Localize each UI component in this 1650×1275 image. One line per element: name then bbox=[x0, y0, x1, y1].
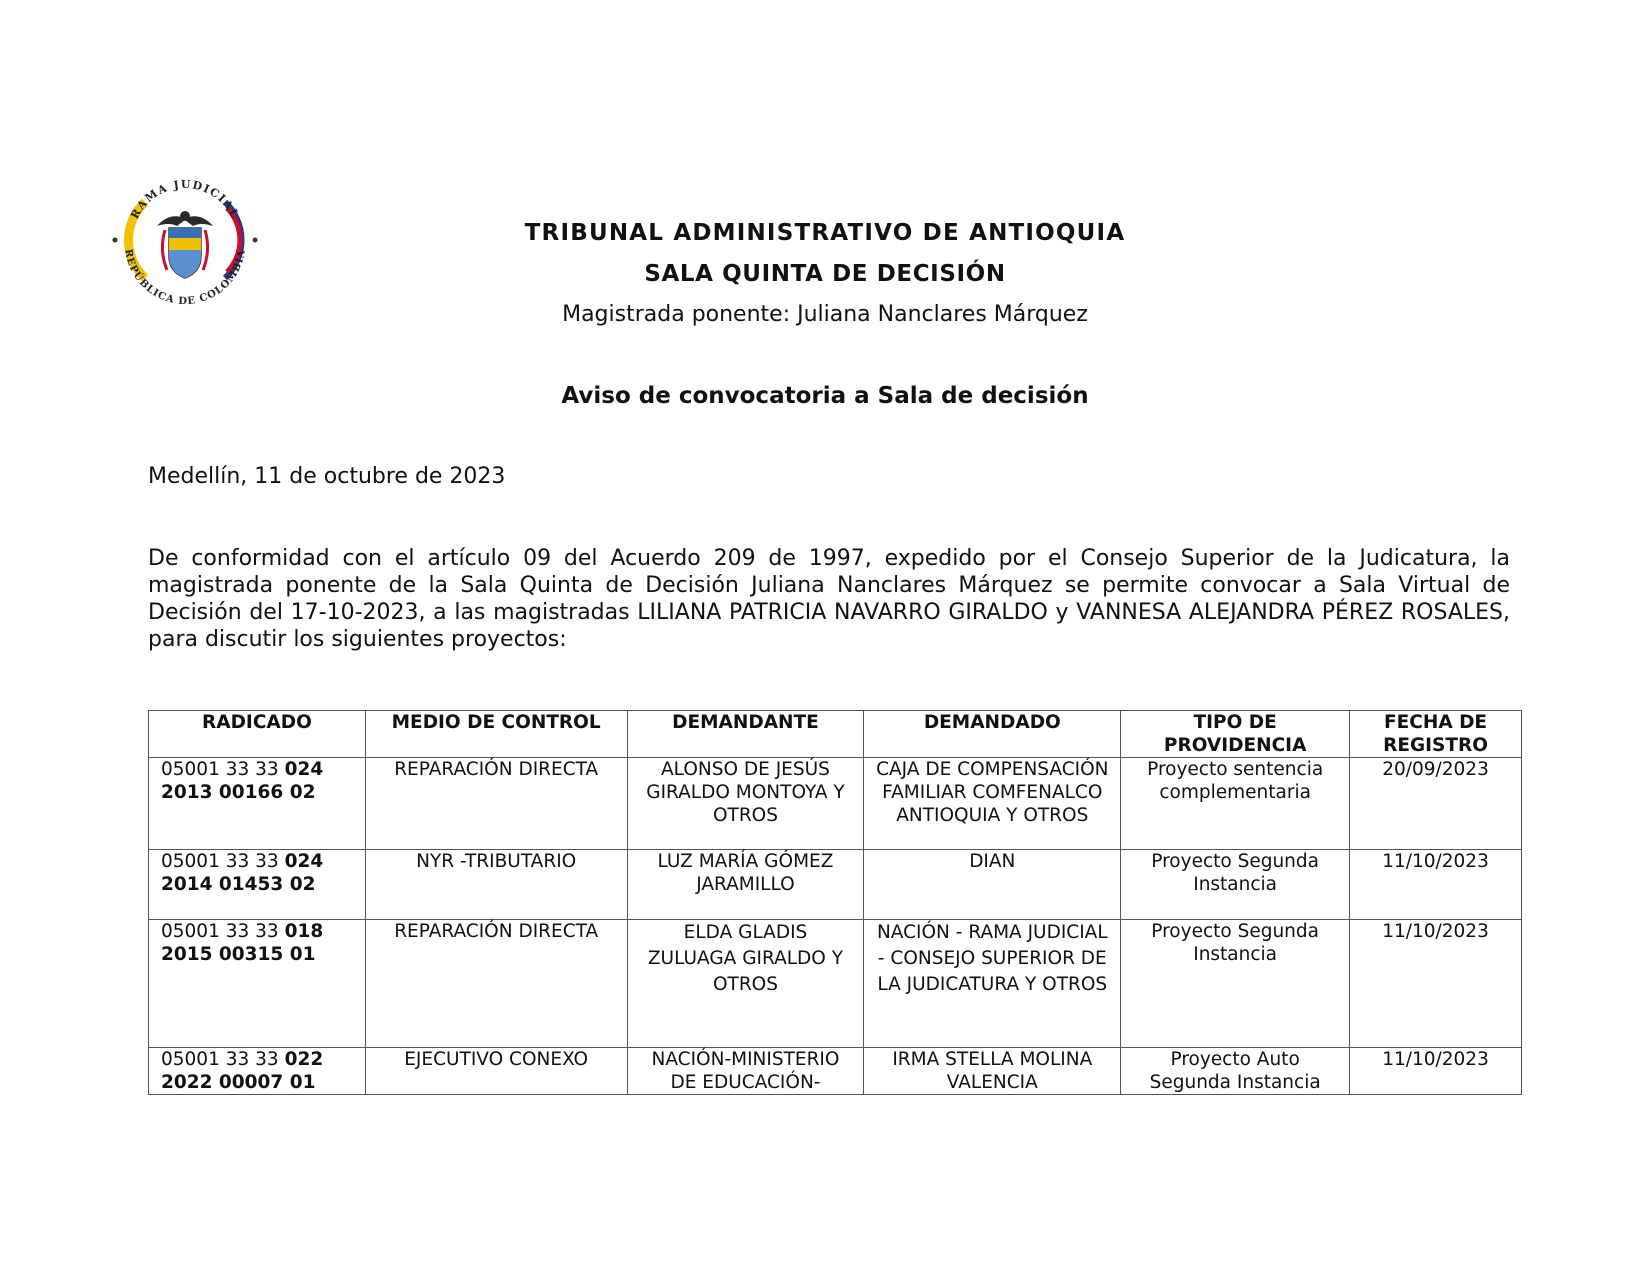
cell-tipo-de-providencia: Proyecto Auto Segunda Instancia bbox=[1121, 1048, 1350, 1095]
cell-medio-de-control: REPARACIÓN DIRECTA bbox=[365, 758, 627, 850]
header-demandante: DEMANDANTE bbox=[627, 711, 864, 758]
court-title: TRIBUNAL ADMINISTRATIVO DE ANTIOQUIA bbox=[524, 220, 1126, 246]
cell-demandado: NACIÓN - RAMA JUDICIAL - CONSEJO SUPERIOR DE LA JUDICATURA Y OTROS bbox=[864, 920, 1121, 1048]
cell-radicado: 05001 33 33 024 2013 00166 02 bbox=[149, 758, 366, 850]
cell-radicado: 05001 33 33 022 2022 00007 01 bbox=[149, 1048, 366, 1095]
svg-text:REPÚBLICA DE COLOMBIA: REPÚBLICA DE COLOMBIA bbox=[122, 248, 248, 308]
header-medio-de-control: MEDIO DE CONTROL bbox=[365, 711, 627, 758]
chamber-title: SALA QUINTA DE DECISIÓN bbox=[644, 261, 1006, 287]
table-row bbox=[149, 920, 1522, 1048]
cell-fecha-de-registro: 20/09/2023 bbox=[1350, 758, 1522, 850]
header-tipo-de-providencia: TIPO DE PROVIDENCIA bbox=[1121, 711, 1350, 758]
cell-demandante: ELDA GLADIS ZULUAGA GIRALDO Y OTROS bbox=[627, 920, 864, 1048]
svg-text:RAMA JUDICIAL: RAMA JUDICIAL bbox=[128, 177, 242, 222]
cell-medio-de-control: REPARACIÓN DIRECTA bbox=[365, 920, 627, 1048]
header-radicado: RADICADO bbox=[149, 711, 366, 758]
header-demandado: DEMANDADO bbox=[864, 711, 1121, 758]
cell-demandado: IRMA STELLA MOLINA VALENCIA bbox=[864, 1048, 1121, 1095]
cell-demandado: CAJA DE COMPENSACIÓN FAMILIAR COMFENALCO ANTIOQUIA Y OTROS bbox=[864, 758, 1121, 850]
cell-demandado: DIAN bbox=[864, 850, 1121, 920]
cell-demandante: LUZ MARÍA GÓMEZ JARAMILLO bbox=[627, 850, 864, 920]
table-header-row bbox=[149, 711, 1522, 758]
cell-fecha-de-registro: 11/10/2023 bbox=[1350, 850, 1522, 920]
cell-fecha-de-registro: 11/10/2023 bbox=[1350, 1048, 1522, 1095]
cell-demandante: NACIÓN-MINISTERIO DE EDUCACIÓN- bbox=[627, 1048, 864, 1095]
notice-title: Aviso de convocatoria a Sala de decisión bbox=[561, 383, 1089, 409]
header-fecha-de-registro: FECHA DE REGISTRO bbox=[1350, 711, 1522, 758]
magistrate-line: Magistrada ponente: Juliana Nanclares Márquez bbox=[562, 302, 1088, 327]
projects-table bbox=[148, 710, 1522, 1095]
cell-medio-de-control: EJECUTIVO CONEXO bbox=[365, 1048, 627, 1095]
table-row bbox=[149, 850, 1522, 920]
cell-radicado: 05001 33 33 018 2015 00315 01 bbox=[149, 920, 366, 1048]
cell-demandante: ALONSO DE JESÚS GIRALDO MONTOYA Y OTROS bbox=[627, 758, 864, 850]
table-row bbox=[149, 758, 1522, 850]
cell-radicado: 05001 33 33 024 2014 01453 02 bbox=[149, 850, 366, 920]
cell-medio-de-control: NYR -TRIBUTARIO bbox=[365, 850, 627, 920]
table-row bbox=[149, 1048, 1522, 1095]
cell-tipo-de-providencia: Proyecto sentencia complementaria bbox=[1121, 758, 1350, 850]
cell-tipo-de-providencia: Proyecto Segunda Instancia bbox=[1121, 920, 1350, 1048]
date-line: Medellín, 11 de octubre de 2023 bbox=[148, 464, 506, 489]
cell-tipo-de-providencia: Proyecto Segunda Instancia bbox=[1121, 850, 1350, 920]
body-paragraph: De conformidad con el artículo 09 del Acuerdo 209 de 1997, expedido por el Consejo Superior de la Judicatura, la magistrada ponente de la Sala Quinta de Decisión Juliana Nanclares Márquez se permite convocar a Sala Virtual de Decisión del 17-10-2023, a las magistradas LILIANA PATRICIA NAVARRO GIRALDO y VANNESA ALEJANDRA PÉREZ ROSALES, para discutir los siguientes proyectos: bbox=[148, 546, 1510, 652]
cell-fecha-de-registro: 11/10/2023 bbox=[1350, 920, 1522, 1048]
